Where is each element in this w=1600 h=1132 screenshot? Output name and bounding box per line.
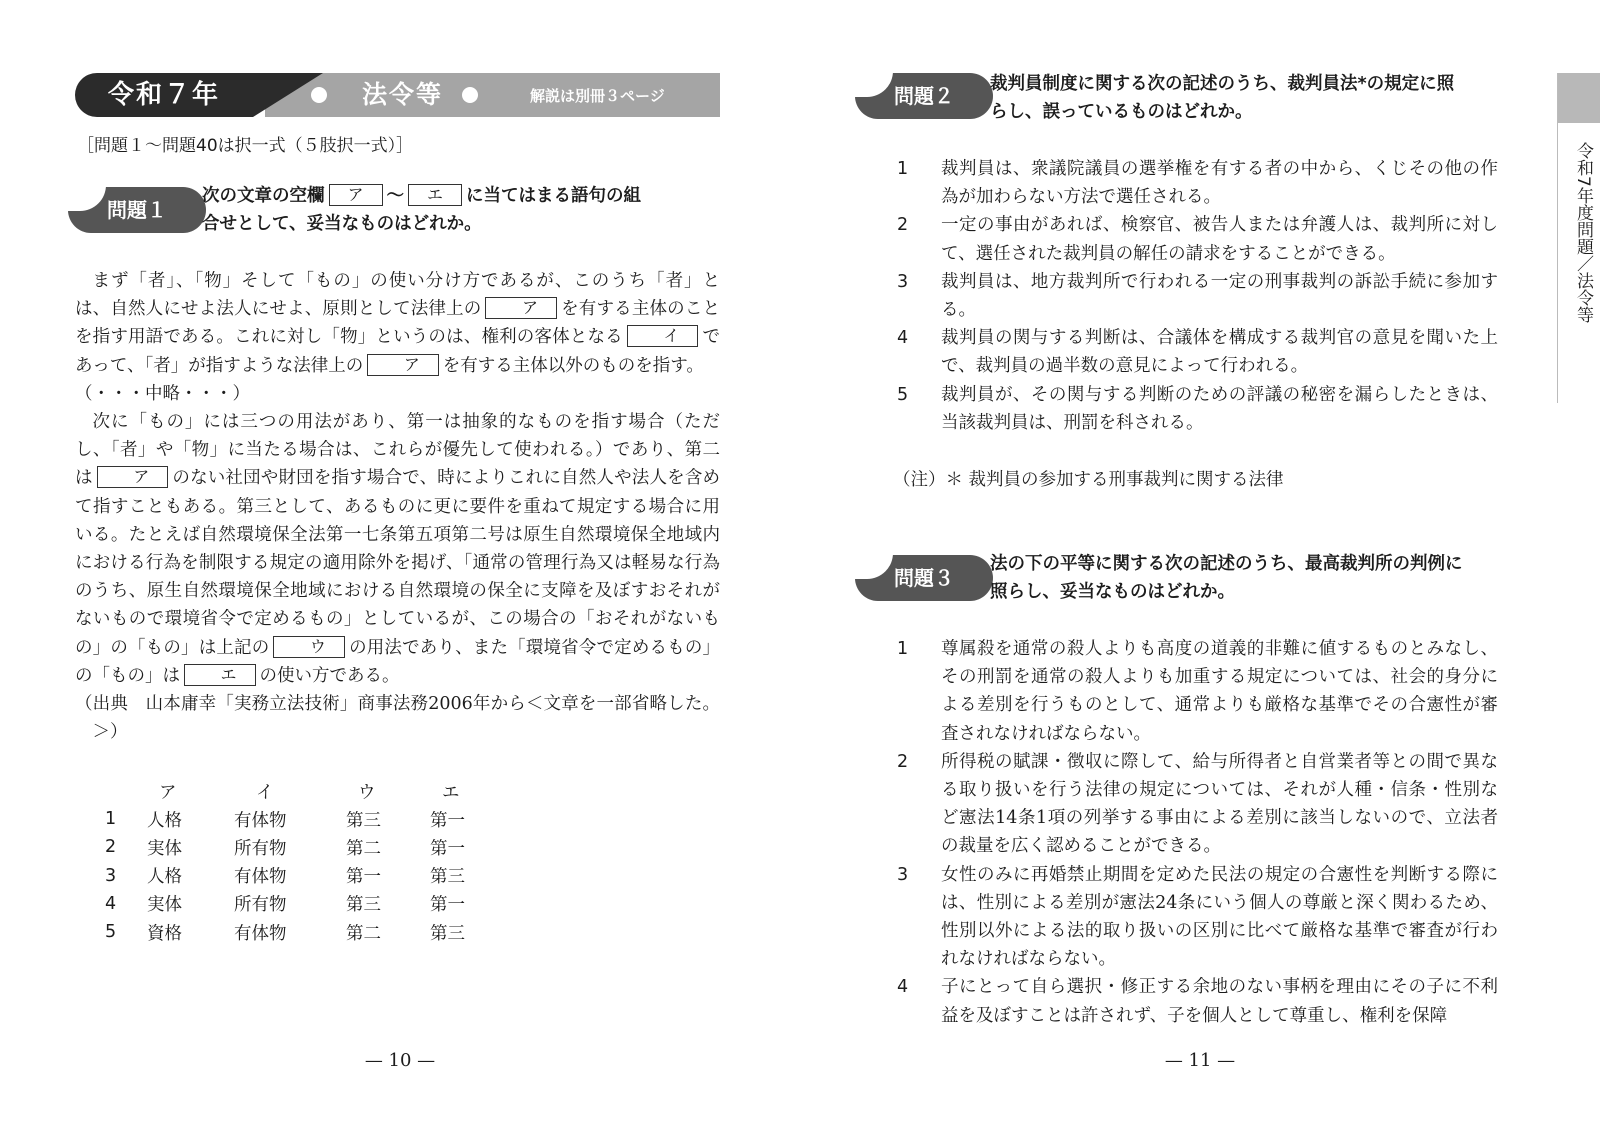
option-text: 裁判員は、地方裁判所で行われる一定の刑事裁判の訴訟手続に参加する。 (941, 271, 1498, 321)
ellipsis-note: （・・・中略・・・） (75, 383, 250, 404)
blank-a: ア (329, 184, 383, 206)
option-item (893, 861, 1498, 974)
bullet-icon (311, 87, 327, 103)
option-text: 子にとって自ら選択・修正する余地のない事柄を理由にその子に不利益を及ぼすことは許されず、子を個人として尊重し、権利を保障 (941, 977, 1498, 1026)
option-number: 5 (897, 384, 909, 405)
option-item (893, 324, 1498, 380)
table-cell: 第一 (430, 895, 465, 916)
table-row (105, 890, 465, 918)
table-cell: 第三 (346, 810, 381, 831)
question-label: 問題１ (107, 198, 167, 222)
table-cell: 第二 (346, 923, 381, 944)
table-cell: 第三 (430, 867, 465, 888)
question-tab-1 (68, 187, 206, 233)
question-1-passage: まず「者」、「物」そして「もの」の使い分け方であるが、このうち「者」とは、自然人にせよ法人にせよ、原則として法律上の ア を有する主体のことを指す用語である。これに対し「物」というのは、権利の客体となる イ であって、「者」が指すような法律上の ア を有する主体以外のものを指す。 （・・・中略・・・） 次に「もの」には三つの用法があり、第一は抽象的なものを指す場合（ただし、「者」や「物」に当たる場合は、これらが優先して使われる。）であり、第二は ア のない社団や財団を指す場合で、時によりこれに自然人や法人を含めて指すこともある。第三として、あるものに更に要件を重ねて規定する場合に用いる。たとえば自然環境保全法第一七条第五項第二号は原生自然環境保全地域内における行為を制限する規定の適用除外を掲げ、「通常の管理行為又は軽易な行為のうち、原生自然環境保全地域における自然環境の保全に支障を及ぼすおそれがないもので環境省令で定めるもの」としているが、この場合の「おそれがないもの」の「もの」は上記の ウ の用法であり、また「環境省令で定めるもの」の「もの」は エ の使い方である。 （出典 山本庸幸「実務立法技術」商事法務2006年から＜文章を一部省略した。＞） (75, 267, 720, 746)
blank-a: ア (97, 466, 169, 488)
blank-e: エ (408, 184, 462, 206)
question-1-prompt: 次の文章の空欄 ア ～ エ に当てはまる語句の組 合せとして、妥当なものはどれか。 (202, 185, 642, 234)
option-number: 1 (897, 159, 909, 179)
table-cell: 実体 (147, 895, 182, 916)
table-cell: 第一 (430, 838, 465, 859)
table-cell: 所有物 (234, 838, 287, 859)
option-text: 女性のみに再婚禁止期間を定めた民法の規定の合憲性を判断する際には、性別による差別が憲法24条にいう個人の尊厳と深く関わるため、性別以外による法的取り扱いの区別に比べて厳格な基準で審査が行われなければならない。 (941, 864, 1498, 970)
option-text: 一定の事由があれば、検察官、被告人または弁護人は、裁判所に対して、選任された裁判員の解任の請求をすることができる。 (941, 215, 1498, 264)
table-cell: 人格 (147, 867, 182, 888)
choice-number: 1 (105, 809, 117, 830)
table-cell: 第三 (346, 895, 381, 916)
option-number: 3 (897, 271, 909, 292)
footnote: （注）＊ 裁判員の参加する刑事裁判に関する法律 (893, 470, 1284, 490)
table-row (105, 833, 465, 861)
table-header-row: ア イ ウ エ (159, 782, 460, 803)
question-tab-2 (855, 73, 993, 119)
question-tab-3 (855, 555, 993, 601)
question-label: 問題２ (894, 84, 954, 108)
option-item (893, 973, 1498, 1029)
page-number: — 11 — (1164, 1050, 1236, 1071)
table-cell: 第三 (430, 923, 465, 944)
option-item (893, 635, 1498, 748)
blank-a: ア (367, 354, 439, 376)
blank-i: イ (627, 325, 699, 347)
choice-number: 3 (105, 865, 117, 886)
table-row (105, 918, 465, 946)
question-2-options (893, 155, 1498, 437)
table-cell: 第一 (430, 810, 465, 831)
option-number: 4 (897, 328, 909, 349)
question-label: 問題３ (894, 566, 954, 590)
option-number: 2 (897, 215, 909, 236)
option-number: 4 (897, 977, 909, 998)
option-text: 裁判員が、その関与する判断のための評議の秘密を漏らしたときは、当該裁判員は、刑罰を科される。 (941, 384, 1498, 433)
choice-number: 2 (105, 837, 117, 858)
table-cell: 有体物 (234, 867, 287, 888)
table-cell: 第一 (346, 867, 381, 888)
option-number: 3 (897, 864, 909, 885)
table-cell: 有体物 (234, 810, 287, 831)
choices-table (105, 777, 465, 946)
table-cell: 実体 (147, 838, 182, 859)
option-number: 2 (897, 751, 909, 772)
table-cell: 資格 (147, 923, 182, 944)
header-year: 令和７年 (75, 73, 253, 117)
option-item (893, 381, 1498, 437)
option-text: 裁判員の関与する判断は、合議体を構成する裁判官の意見を聞いた上で、裁判員の過半数の意見によって行われる。 (941, 328, 1498, 377)
option-item (893, 268, 1498, 324)
option-text: 尊属殺を通常の殺人よりも高度の道義的非難に値するものとみなし、その刑罰を通常の殺人よりも加重する規定については、社会的身分による差別を行うものとして、通常よりも厳格な基準でその合憲性が審査されなければならない。 (941, 639, 1498, 744)
header-note: 解説は別冊３ページ (530, 87, 665, 105)
side-tab (1558, 73, 1600, 123)
blank-u: ウ (273, 636, 345, 658)
table-cell: 人格 (147, 810, 182, 831)
table-row (105, 805, 465, 833)
table-cell: 第二 (346, 838, 381, 859)
right-page (800, 0, 1600, 1132)
choice-number: 5 (105, 922, 117, 943)
blank-e: エ (184, 664, 256, 686)
option-text: 所得税の賦課・徴収に際して、給与所得者と自営業者等との間で異なる取り扱いを行う法律の規定については、それが人種・信条・性別など憲法14条1項の列挙する事由による差別に該当しないので、立法者の裁量を広く認めることができる。 (941, 751, 1498, 857)
choice-number: 4 (105, 893, 117, 914)
option-item (893, 748, 1498, 861)
table-cell: 有体物 (234, 923, 287, 944)
question-3-prompt: 法の下の平等に関する次の記述のうち、最高裁判所の判例に 照らし、妥当なものはどれか。 (990, 554, 1463, 602)
option-item (893, 155, 1498, 211)
page-number: — 10 — (364, 1050, 436, 1071)
table-cell: 所有物 (234, 895, 287, 916)
header-title: 法令等 (362, 80, 444, 109)
source-citation: （出典 山本庸幸「実務立法技術」商事法務2006年から＜文章を一部省略した。＞） (75, 694, 720, 743)
question-2-prompt: 裁判員制度に関する次の記述のうち、裁判員法*の規定に照 らし、誤っているものはどれか。 (990, 74, 1455, 122)
chapter-header (75, 73, 720, 117)
bullet-icon (462, 87, 478, 103)
side-label: 令和7年度問題／法令等 (1573, 142, 1593, 323)
blank-a: ア (485, 297, 557, 319)
option-text: 裁判員は、衆議院議員の選挙権を有する者の中から、くじその他の作為が加わらない方法で選任される。 (941, 159, 1498, 208)
table-row (105, 862, 465, 890)
format-note: ［問題１～問題40は択一式（５肢択一式）］ (77, 136, 414, 156)
option-item (893, 211, 1498, 267)
question-3-options (893, 635, 1498, 1030)
option-number: 1 (897, 639, 909, 659)
